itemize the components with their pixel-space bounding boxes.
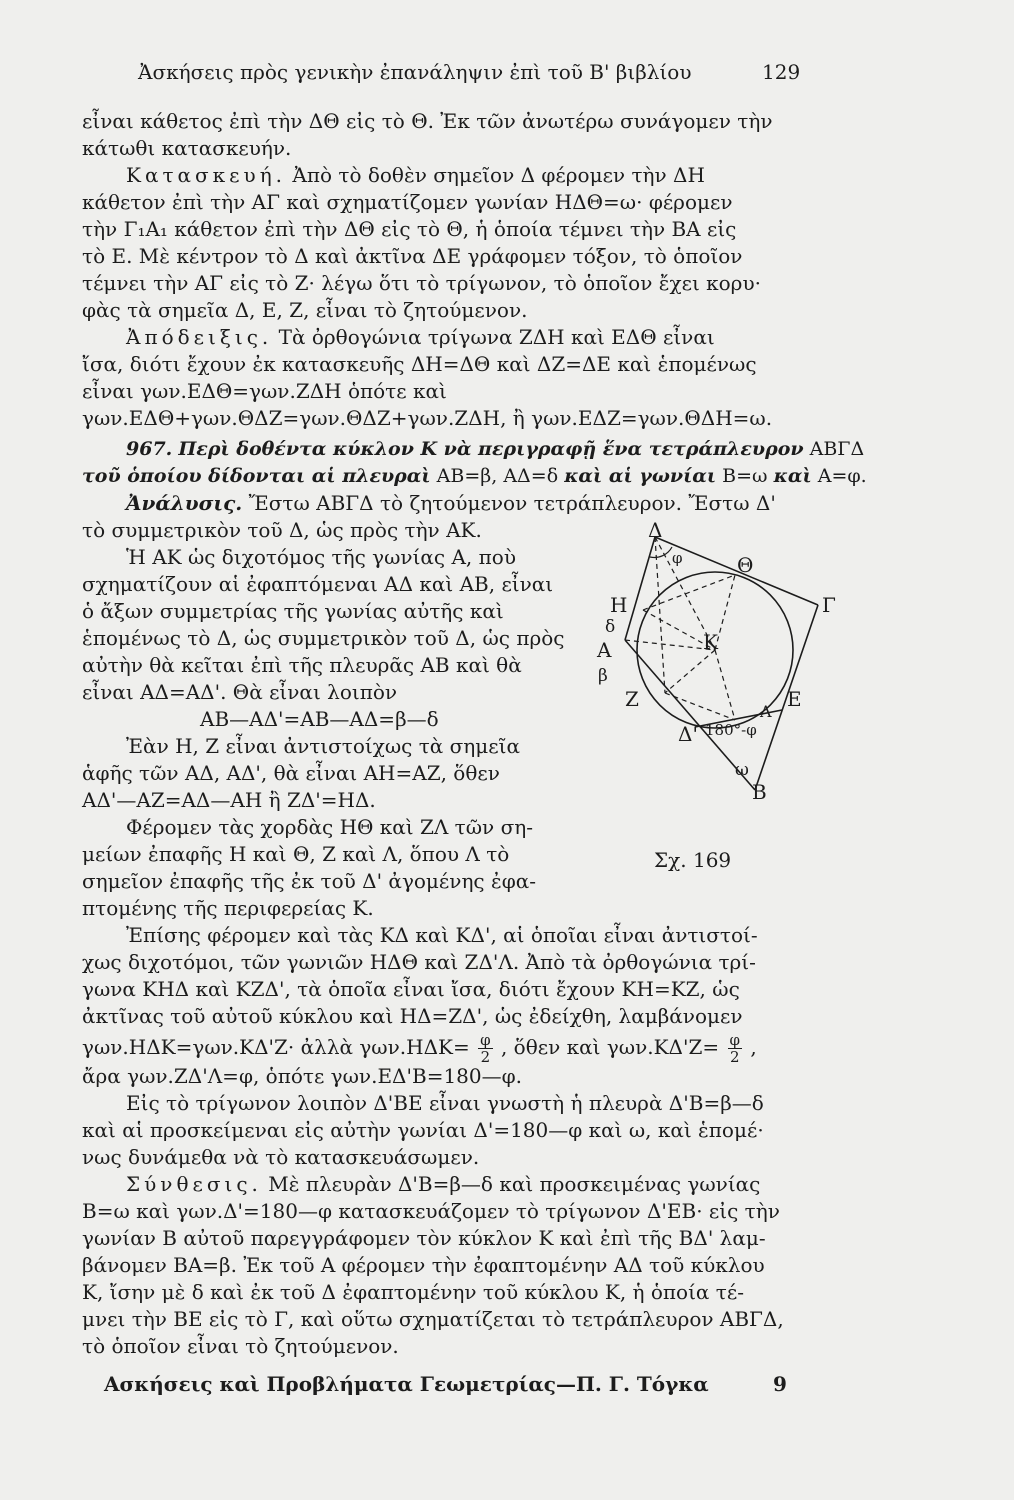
fig-label-a: Α xyxy=(597,638,612,662)
fraction-phi-half xyxy=(478,1032,493,1065)
text-line: Β=ω καὶ γων.Δ'=180—φ κατασκευάζομεν τὸ τρίγωνον Δ'ΕΒ· εἰς τὴν xyxy=(82,1199,780,1223)
fig-label-b: Β xyxy=(752,780,767,804)
fig-label-gamma: Γ xyxy=(822,593,836,617)
text-line: τὸ συμμετρικὸν τοῦ Δ, ὡς πρὸς τὴν ΑΚ. xyxy=(82,518,482,542)
text-run: Τὰ ὀρθογώνια τρίγωνα ΖΔΗ καὶ ΕΔΘ εἶναι xyxy=(278,325,715,349)
text-run: γων.ΗΔΚ=γων.ΚΔ'Ζ· ἀλλὰ γων.ΗΔΚ= xyxy=(82,1035,470,1059)
text-line: κάτωθι κατασκευήν. xyxy=(82,136,292,160)
text-line: γωνα ΚΗΔ καὶ ΚΖΔ', τὰ ὁποῖα εἶναι ἴσα, διότι ἔχουν ΚΗ=ΚΖ, ὡς xyxy=(82,977,740,1001)
text-line: ἁφῆς τῶν ΑΔ, ΑΔ', θὰ εἶναι ΑΗ=ΑΖ, ὅθεν xyxy=(82,761,500,785)
text-line: ὁ ἄξων συμμετρίας τῆς γωνίας αὐτῆς καὶ xyxy=(82,599,504,623)
text-line: Φέρομεν τὰς χορδὰς ΗΘ καὶ ΖΛ τῶν ση- xyxy=(126,815,533,839)
fraction-numerator: φ xyxy=(480,1031,491,1049)
fig-label-omega: ω xyxy=(735,760,749,780)
text-line: Κ, ἴσην μὲ δ καὶ ἐκ τοῦ Δ ἐφαπτομένην τοῦ κύκλου Κ, ἡ ὁποία τέ- xyxy=(82,1280,744,1304)
fraction-denominator: 2 xyxy=(480,1048,491,1066)
problem-angle-b: Β=ω xyxy=(722,465,768,487)
text-line: ἄρα γων.ΖΔ'Λ=φ, ὁπότε γων.ΕΔ'Β=180—φ. xyxy=(82,1064,522,1088)
chord-z-lambda xyxy=(665,693,735,720)
segment-ak xyxy=(625,640,715,650)
fig-label-theta: Θ xyxy=(737,553,754,577)
text-line xyxy=(126,1172,760,1196)
text-line: γωνίαν Β αὐτοῦ παρεγγράφομεν τὸν κύκλον Κ καὶ ἐπὶ τῆς ΒΔ' λαμ- xyxy=(82,1226,766,1250)
fig-label-d: Δ xyxy=(648,518,663,542)
problem-text: τοῦ ὁποίου δίδονται αἱ πλευραὶ xyxy=(82,465,431,487)
figure-caption: Σχ. 169 xyxy=(654,848,732,872)
segment-d-z xyxy=(655,537,665,693)
fig-label-delta-small: δ xyxy=(605,617,616,637)
fig-label-phi: φ xyxy=(672,549,683,567)
text-line: γων.ΕΔΘ+γων.ΘΔΖ=γων.ΘΔΖ+γων.ΖΔΗ, ἢ γων.ΕΔΖ=γων.ΘΔΗ=ω. xyxy=(82,406,773,430)
text-line: μνει τὴν ΒΕ εἰς τὸ Γ, καὶ οὕτω σχηματίζεται τὸ τετράπλευρον ΑΒΓΔ, xyxy=(82,1307,784,1331)
fraction-phi-half xyxy=(728,1032,743,1065)
page-number: 129 xyxy=(762,60,801,84)
fig-label-k: Κ xyxy=(703,630,718,654)
text-line: πτομένης τῆς περιφερείας Κ. xyxy=(82,896,374,920)
text-run: Ἔστω ΑΒΓΔ τὸ ζητούμενον τετράπλευρον. Ἔστω Δ' xyxy=(248,491,776,515)
fraction-denominator: 2 xyxy=(730,1048,740,1066)
fig-label-180-phi: 180°-φ xyxy=(705,721,757,739)
text-line: χως διχοτόμοι, τῶν γωνιῶν ΗΔΘ καὶ ΖΔ'Λ. Ἀπὸ τὰ ὀρθογώνια τρί- xyxy=(82,950,756,974)
text-line: σχηματίζουν αἱ ἐφαπτόμεναι ΑΔ καὶ ΑΒ, εἶναι xyxy=(82,572,554,596)
chord-h-theta xyxy=(643,575,735,610)
text-line: τὸ ὁποῖον εἶναι τὸ ζητούμενον. xyxy=(82,1334,399,1358)
problem-number: 967. xyxy=(126,438,173,460)
text-line: ἑπομένως τὸ Δ, ὡς συμμετρικὸν τοῦ Δ, ὡς πρὸς xyxy=(82,626,565,650)
problem-text: καὶ αἱ γωνίαι xyxy=(564,465,717,487)
text-run: Ἀπὸ τὸ δοθὲν σημεῖον Δ φέρομεν τὴν ΔΗ xyxy=(292,163,705,187)
fig-label-eta: Η xyxy=(610,593,628,617)
text-line: τὸ Ε. Μὲ κέντρον τὸ Δ καὶ ἀκτῖνα ΔΕ γράφομεν τόξον, τὸ ὁποῖον xyxy=(82,244,743,268)
text-line: αὐτὴν θὰ κεῖται ἐπὶ τῆς πλευρᾶς ΑΒ καὶ θὰ xyxy=(82,653,522,677)
formula-line xyxy=(82,1032,757,1065)
side-da xyxy=(625,537,655,640)
text-line: Εἰς τὸ τρίγωνον λοιπὸν Δ'ΒΕ εἶναι γνωστὴ ἡ πλευρὰ Δ'Β=β—δ xyxy=(126,1091,764,1115)
text-line: Ἡ ΑΚ ὡς διχοτόμος τῆς γωνίας Α, ποὺ xyxy=(126,545,516,569)
heading-analysis: Ἀνάλυσις. xyxy=(126,491,243,515)
segment-kz xyxy=(665,650,715,693)
text-line: κάθετον ἐπὶ τὴν ΑΓ καὶ σχηματίζομεν γωνίαν ΗΔΘ=ω· φέρομεν xyxy=(82,190,733,214)
text-line: καὶ αἱ προσκείμεναι εἰς αὐτὴν γωνίαι Δ'=180—φ καὶ ω, καὶ ἑπομέ· xyxy=(82,1118,764,1142)
text-line xyxy=(126,163,705,187)
text-line: σημεῖον ἐπαφῆς τῆς ἐκ τοῦ Δ' ἀγομένης ἐφα- xyxy=(82,869,536,893)
text-line xyxy=(126,325,715,349)
fig-label-e: Ε xyxy=(787,687,802,711)
problem-text: καὶ xyxy=(773,465,812,487)
text-line: ἀκτῖνας τοῦ αὐτοῦ κύκλου καὶ ΗΔ=ΖΔ', ὡς ἐδείχθη, λαμβάνομεν xyxy=(82,1004,743,1028)
fig-label-d-prime: Δ' xyxy=(678,722,698,746)
text-run: , ὅθεν καὶ γων.ΚΔ'Ζ= xyxy=(500,1035,720,1059)
text-line: ΑΔ'—ΑΖ=ΑΔ—ΑΗ ἢ ΖΔ'=ΗΔ. xyxy=(82,788,376,812)
fig-label-z: Ζ xyxy=(625,687,639,711)
fig-label-beta-small: β xyxy=(598,666,608,686)
problem-angle-a: Α=φ. xyxy=(817,465,867,487)
text-line: βάνομεν ΒΑ=β. Ἐκ τοῦ Α φέρομεν τὴν ἐφαπτομένην ΑΔ τοῦ κύκλου xyxy=(82,1253,765,1277)
problem-line xyxy=(82,464,867,488)
text-line: Ἐπίσης φέρομεν καὶ τὰς ΚΔ καὶ ΚΔ', αἱ ὁποῖαι εἶναι ἀντιστοί- xyxy=(126,923,758,947)
formula-line: ΑΒ—ΑΔ'=ΑΒ—ΑΔ=β—δ xyxy=(200,707,439,731)
heading-synthesis: Σύνθεσις. xyxy=(126,1172,262,1196)
running-title: Ἀσκήσεις πρὸς γενικὴν ἐπανάληψιν ἐπὶ τοῦ Β' βιβλίου xyxy=(138,60,692,84)
text-line: τέμνει τὴν ΑΓ εἰς τὸ Ζ· λέγω ὅτι τὸ τρίγωνον, τὸ ὁποῖον ἔχει κορυ· xyxy=(82,271,761,295)
text-line: εἶναι κάθετος ἐπὶ τὴν ΔΘ εἰς τὸ Θ. Ἐκ τῶν ἀνωτέρω συνάγομεν τὴν xyxy=(82,109,773,133)
text-line: φὰς τὰ σημεῖα Δ, Ε, Ζ, εἶναι τὸ ζητούμενον. xyxy=(82,298,528,322)
text-line: Ἐὰν Η, Ζ εἶναι ἀντιστοίχως τὰ σημεῖα xyxy=(126,734,520,758)
segment-k-theta xyxy=(715,575,735,650)
text-line: νως δυνάμεθα νὰ τὸ κατασκευάσωμεν. xyxy=(82,1145,480,1169)
text-run: Μὲ πλευρὰν Δ'Β=β—δ καὶ προσκειμένας γωνίας xyxy=(268,1172,761,1196)
text-line xyxy=(126,491,776,515)
text-line: μείων ἐπαφῆς Η καὶ Θ, Ζ καὶ Λ, ὅπου Λ τὸ xyxy=(82,842,510,866)
heading-construction: Κατασκευή. xyxy=(126,163,287,187)
text-line: εἶναι γων.ΕΔΘ=γων.ΖΔΗ ὁπότε καὶ xyxy=(82,379,447,403)
problem-line xyxy=(126,437,864,461)
text-line: εἶναι ΑΔ=ΑΔ'. Θὰ εἶναι λοιπὸν xyxy=(82,680,398,704)
problem-statement: Περὶ δοθέντα κύκλον Κ νὰ περιγραφῇ ἕνα τετράπλευρον xyxy=(178,438,804,460)
signature-number: 9 xyxy=(773,1372,787,1396)
problem-sides: ΑΒ=β, ΑΔ=δ xyxy=(436,465,559,487)
fraction-numerator: φ xyxy=(729,1031,741,1049)
heading-proof: Ἀπόδειξις. xyxy=(126,325,273,349)
fig-label-lambda: Λ xyxy=(760,702,772,721)
problem-quad: ΑΒΓΔ xyxy=(809,438,865,460)
text-line: τὴν Γ₁Α₁ κάθετον ἐπὶ τὴν ΔΘ εἰς τὸ Θ, ἡ ὁποία τέμνει τὴν ΒΑ εἰς xyxy=(82,217,737,241)
text-run: , xyxy=(750,1035,757,1059)
book-title-footer: Ασκήσεις καὶ Προβλήματα Γεωμετρίας—Π. Γ. Τόγκα xyxy=(104,1372,709,1396)
segment-k-lambda xyxy=(715,650,735,720)
text-line: ἴσα, διότι ἔχουν ἐκ κατασκευῆς ΔΗ=ΔΘ καὶ ΔΖ=ΔΕ καὶ ἑπομένως xyxy=(82,352,757,376)
